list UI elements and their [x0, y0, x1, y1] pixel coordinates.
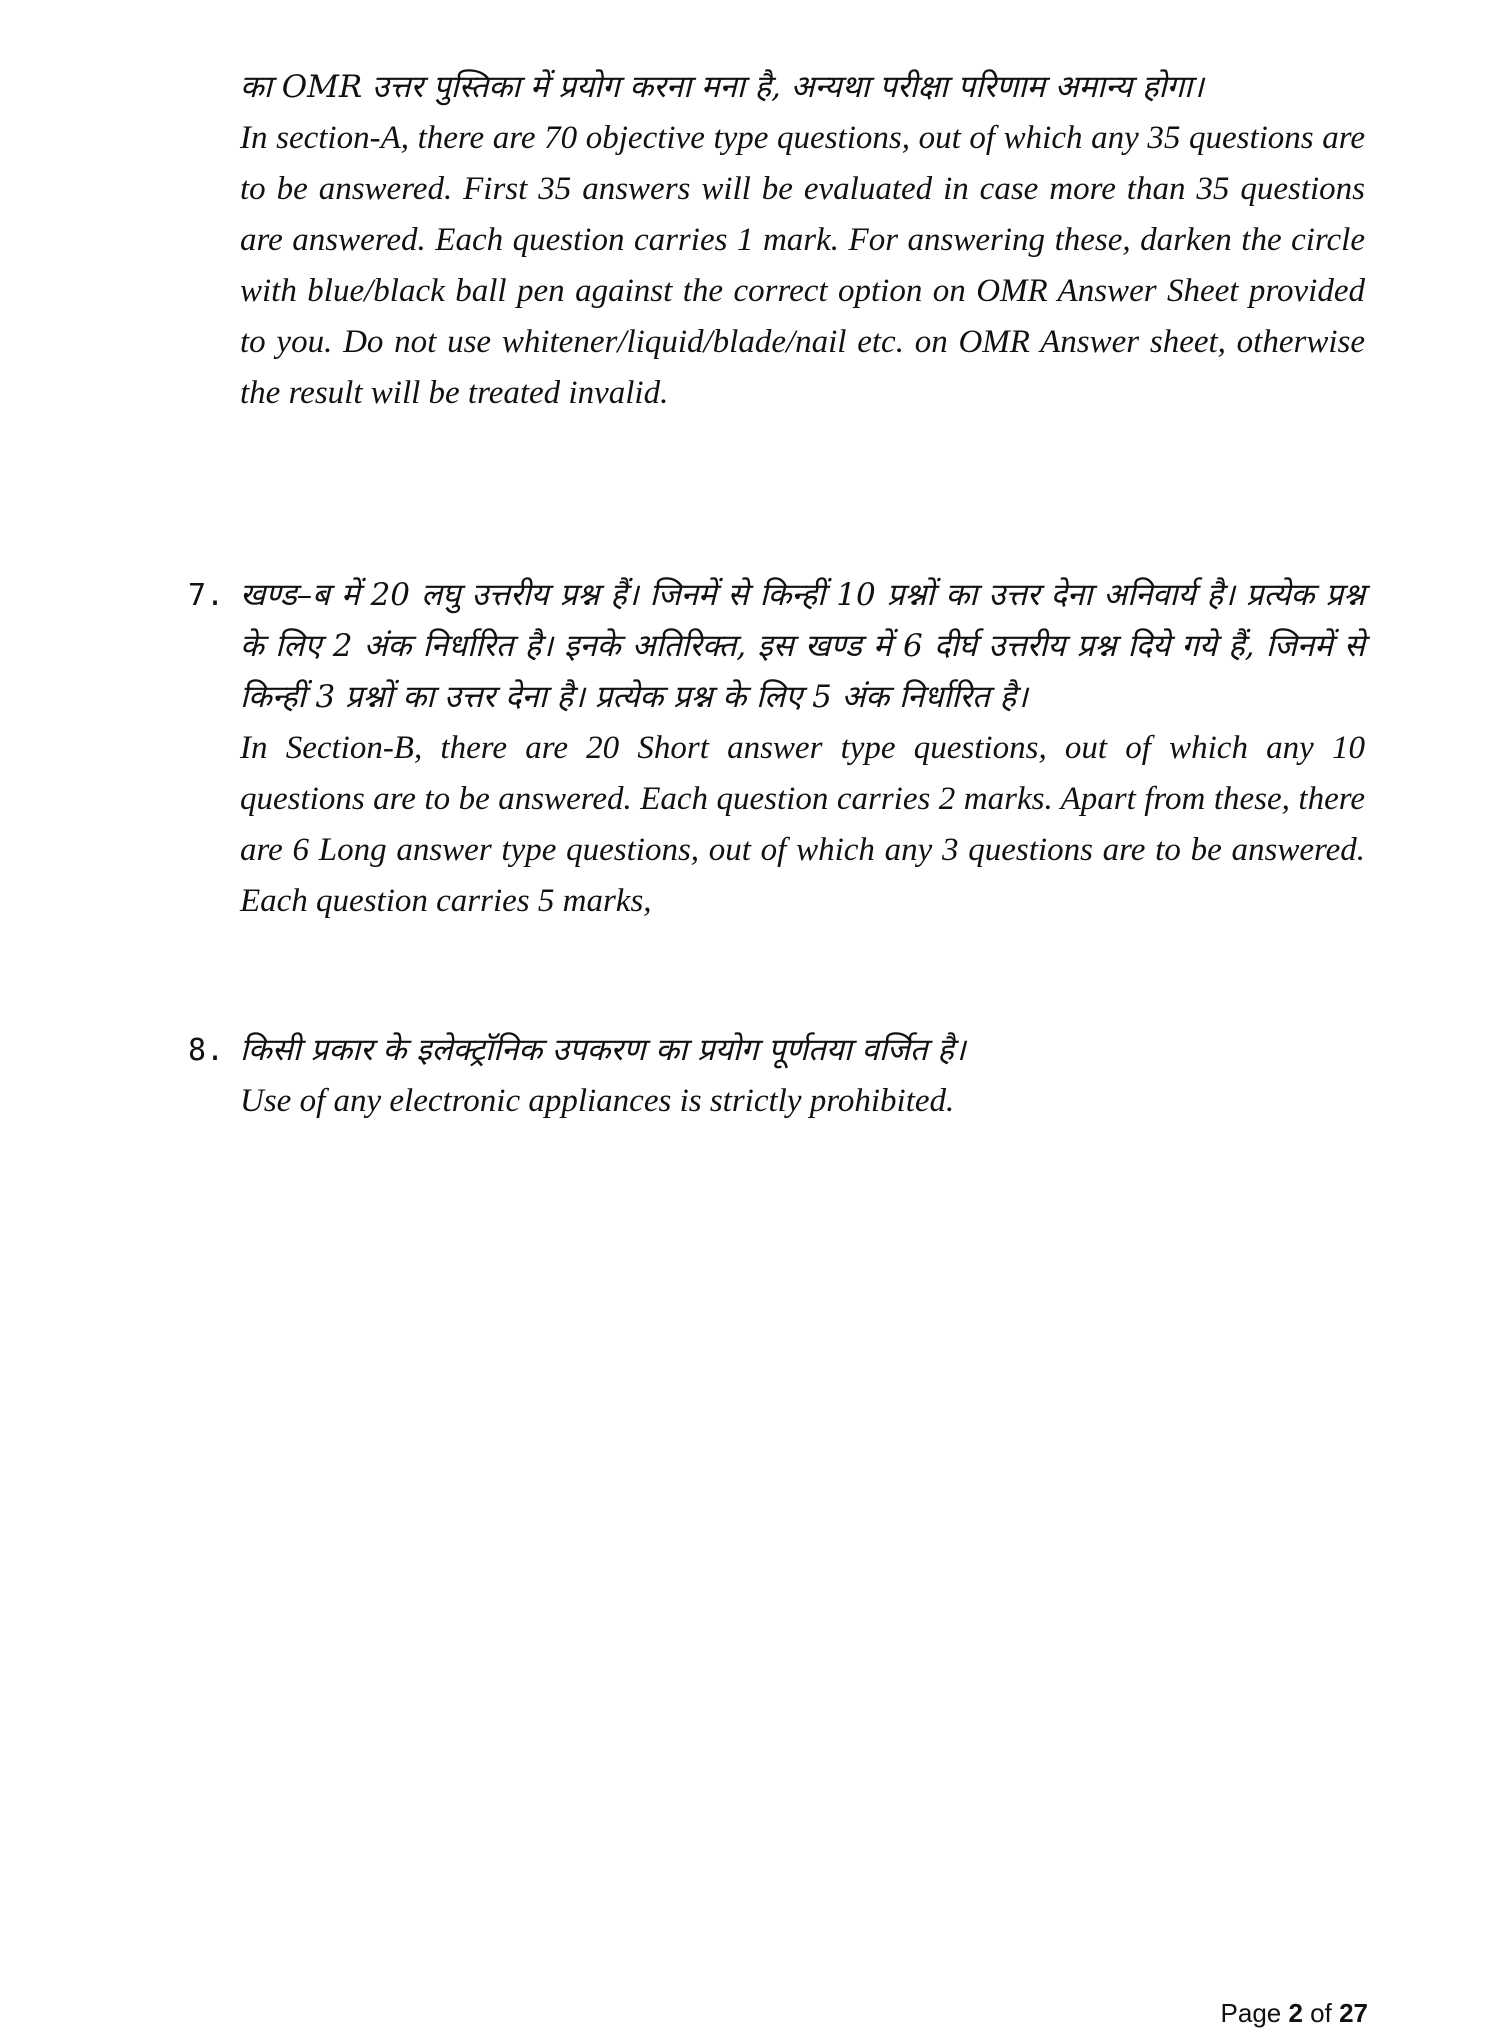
instruction-7: [240, 570, 1365, 927]
current-page-number: 2: [1288, 1998, 1303, 2028]
instruction-7-number: 7.: [188, 578, 225, 613]
instruction-6-hindi-text: का OMR उत्तर पुस्तिका में प्रयोग करना मना है, अन्यथा परीक्षा परिणाम अमान्य होगा।: [240, 69, 1204, 105]
instruction-6-continuation: [240, 62, 1365, 419]
page-number-footer: [1221, 1998, 1368, 2028]
page-label: Page: [1220, 1998, 1289, 2028]
page-of-label: of: [1302, 1998, 1340, 2028]
total-pages-number: 27: [1339, 1998, 1368, 2028]
instruction-8-english-text: Use of any electronic appliances is strictly prohibited.: [240, 1083, 955, 1119]
instruction-6-english-text: In section-A, there are 70 objective type questions, out of which any 35 questions are to be answered. First 35 answers will be evaluated in case more than 35 questions are answered. Each question carries 1 mark. For answering these, darken the circle with blue/black ball pen against the correct option on OMR Answer Sheet provided to you. Do not use whitener/liquid/blade/nail etc. on OMR Answer sheet, otherwise the result will be treated invalid.: [240, 120, 1365, 411]
instruction-8-hindi-text: किसी प्रकार के इलेक्ट्रॉनिक उपकरण का प्रयोग पूर्णतया वर्जित है।: [240, 1032, 966, 1068]
instruction-7-hindi-text: खण्ड–ब में 20 लघु उत्तरीय प्रश्न हैं। जिनमें से किन्हीं 10 प्रश्नों का उत्तर देना अनिवार्य है। प्रत्येक प्रश्न के लिए 2 अंक निर्धारित है। इनके अतिरिक्त, इस खण्ड में 6 दीर्घ उत्तरीय प्रश्न दिये गये हैं, जिनमें से किन्हीं 3 प्रश्नों का उत्तर देना है। प्रत्येक प्रश्न के लिए 5 अंक निर्धारित है।: [240, 577, 1365, 715]
instruction-8-number: 8.: [188, 1033, 225, 1068]
instruction-8: [240, 1025, 1365, 1127]
instruction-7-english-text: In Section-B, there are 20 Short answer type questions, out of which any 10 questions are to be answered. Each question carries 2 marks. Apart from these, there are 6 Long answer type questions, out of which any 3 questions are to be answered. Each question carries 5 marks,: [240, 730, 1365, 919]
